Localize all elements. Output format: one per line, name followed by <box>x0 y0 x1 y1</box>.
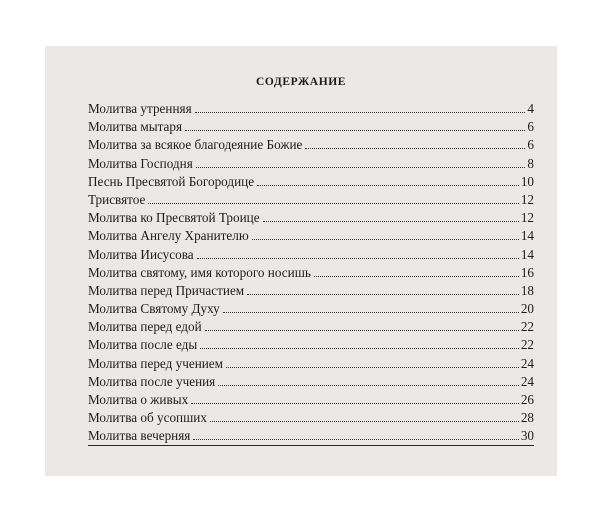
toc-entry-page: 26 <box>520 392 534 407</box>
toc-entry <box>88 336 534 354</box>
dot-leader <box>305 148 525 149</box>
dot-leader <box>223 312 519 313</box>
toc-entry <box>88 227 534 245</box>
dot-leader <box>314 276 519 277</box>
toc-entry-page: 12 <box>520 210 534 226</box>
toc-entry-label: Молитва Иисусова <box>88 246 194 262</box>
toc-entry-page: 14 <box>520 228 534 244</box>
toc-entry-label: Молитва вечерняя <box>88 428 191 444</box>
toc-entry-page: 30 <box>520 428 534 444</box>
toc-entry <box>88 173 534 191</box>
toc-entry-page: 14 <box>520 246 534 262</box>
dot-leader <box>195 112 526 113</box>
toc-entry-label: Молитва перед учением <box>88 355 224 371</box>
toc-entry-page: 24 <box>520 355 534 371</box>
toc-entry-page: 22 <box>520 319 534 335</box>
toc-entry-label: Молитва после учения <box>88 373 216 389</box>
toc-entry-page: 10 <box>520 173 534 189</box>
toc-entry <box>88 118 534 136</box>
toc-entry-page: 22 <box>520 337 534 353</box>
toc-entry <box>88 191 534 209</box>
toc-entry-page: 18 <box>520 282 534 298</box>
toc-entry <box>88 155 534 173</box>
toc-title: СОДЕРЖАНИЕ <box>255 76 347 88</box>
toc-entry-label: Молитва Ангелу Хранителю <box>88 228 249 244</box>
dot-leader <box>193 439 518 440</box>
toc-list <box>88 100 534 446</box>
toc-entry <box>88 264 534 282</box>
dot-leader <box>196 167 526 168</box>
toc-entry <box>88 355 534 373</box>
toc-entry <box>88 391 534 409</box>
dot-leader <box>252 239 519 240</box>
toc-entry <box>88 373 534 391</box>
toc-entry-label: Молитва за всякое благодеяние Божие <box>88 137 303 153</box>
book-page <box>45 46 557 476</box>
bottom-rule <box>88 445 534 446</box>
toc-entry-page: 16 <box>520 264 534 280</box>
dot-leader <box>247 294 519 295</box>
dot-leader <box>205 330 519 331</box>
toc-entry-label: Молитва ко Пресвятой Троице <box>88 210 260 226</box>
toc-entry-label: Трисвятое <box>88 191 146 207</box>
toc-entry-page: 8 <box>527 155 534 171</box>
dot-leader <box>210 421 519 422</box>
dot-leader <box>197 258 519 259</box>
toc-entry <box>88 209 534 227</box>
dot-leader <box>263 221 519 222</box>
toc-entry-page: 6 <box>527 119 534 135</box>
dot-leader <box>200 348 519 349</box>
toc-entry <box>88 136 534 154</box>
dot-leader <box>226 367 519 368</box>
toc-entry <box>88 246 534 264</box>
dot-leader <box>191 403 519 404</box>
toc-entry-page: 4 <box>527 101 534 116</box>
toc-entry <box>88 427 534 445</box>
toc-entry-label: Молитва о живых <box>88 392 189 407</box>
toc-entry-label: Молитва святому, имя которого носишь <box>88 264 311 280</box>
toc-entry-page: 12 <box>520 191 534 207</box>
toc-entry-label: Молитва после еды <box>88 337 198 353</box>
toc-entry-label: Молитва мытаря <box>88 119 183 135</box>
toc-entry-page: 24 <box>520 373 534 389</box>
toc-entry-label: Молитва об усопших <box>88 410 207 426</box>
toc-entry-page: 20 <box>520 301 534 317</box>
toc-entry-page: 28 <box>520 410 534 426</box>
dot-leader <box>148 203 518 204</box>
dot-leader <box>218 385 519 386</box>
toc-entry <box>88 282 534 300</box>
dot-leader <box>185 130 525 131</box>
toc-entry-label: Молитва Святому Духу <box>88 301 220 317</box>
toc-entry-label: Песнь Пресвятой Богородице <box>88 173 255 189</box>
toc-entry-label: Молитва перед едой <box>88 319 202 335</box>
toc-entry <box>88 100 534 118</box>
toc-entry-label: Молитва утренняя <box>88 101 192 116</box>
toc-entry <box>88 409 534 427</box>
toc-entry <box>88 300 534 318</box>
toc-entry-page: 6 <box>527 137 534 153</box>
toc-entry <box>88 318 534 336</box>
dot-leader <box>257 185 519 186</box>
toc-entry-label: Молитва Господня <box>88 155 193 171</box>
toc-entry-label: Молитва перед Причастием <box>88 282 245 298</box>
